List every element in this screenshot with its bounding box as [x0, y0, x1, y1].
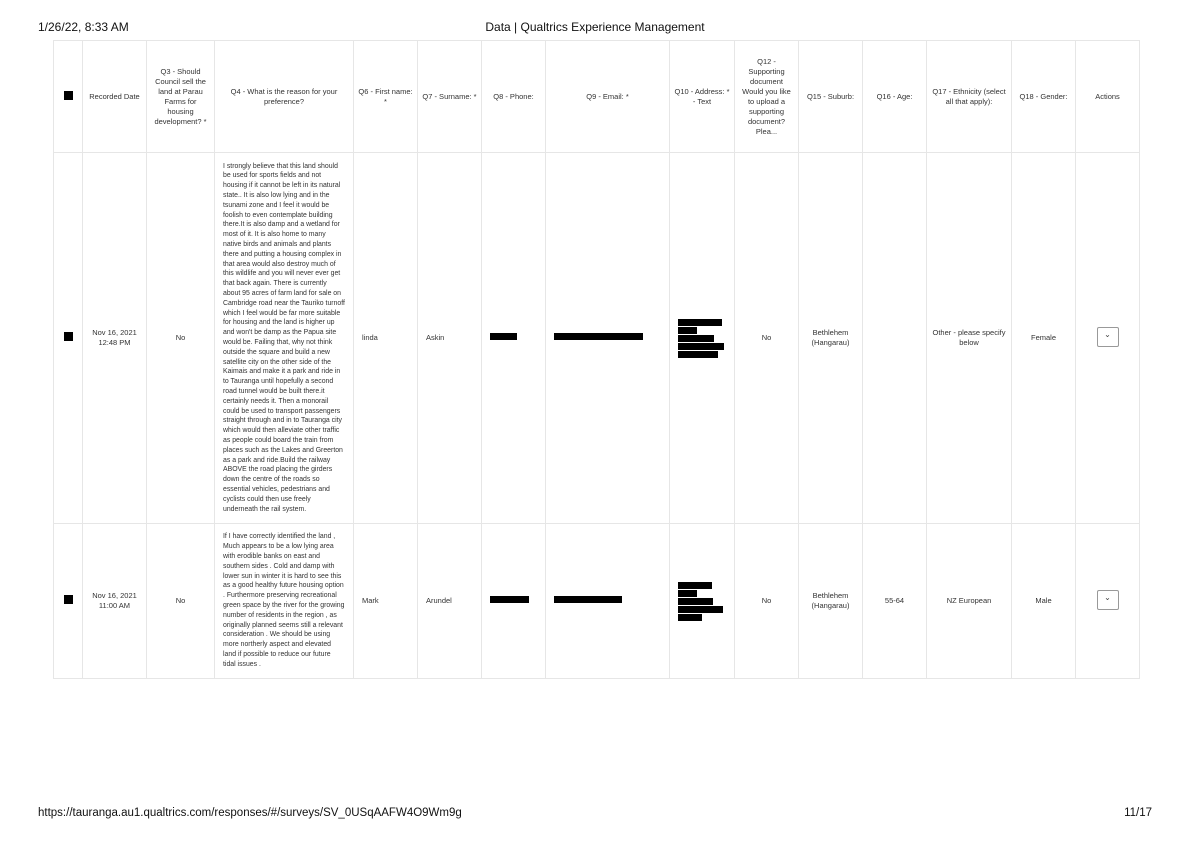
table-row[interactable]: [54, 153, 1140, 524]
redaction-block: [678, 319, 724, 358]
redaction-bar: [678, 335, 714, 342]
cell-actions: [1076, 524, 1140, 679]
redaction-bar: [490, 333, 517, 340]
cell-q10: [670, 153, 735, 524]
checkbox-filled-icon[interactable]: [64, 595, 73, 604]
cell-q8: [482, 524, 546, 679]
row-actions-button[interactable]: [1097, 590, 1119, 610]
cell-q4: If I have correctly identified the land , Much appears to be a low lying area with erodible banks on east and southern sides . Cold and damp with lower sun in winter it is hard to see this as a good healthy future housing option . Furthermore preserving recreational green space by the river for the growing number of residents in the region , as originally planned seems still a relevant consideration . We should be using more northerly aspect and elevated land if possible to reduce our future tidal issues .: [215, 524, 354, 679]
print-date: 1/26/22, 8:33 AM: [38, 20, 129, 34]
col-header-q9[interactable]: Q9 - Email: *: [546, 41, 670, 153]
redaction-bar: [678, 343, 724, 350]
redaction-bar: [554, 333, 643, 340]
responses-table: [53, 40, 1140, 679]
checkbox-filled-icon[interactable]: [64, 91, 73, 100]
cell-q18: Male: [1012, 524, 1076, 679]
redaction-bar: [678, 319, 722, 326]
print-header: [38, 20, 1152, 36]
col-header-q18[interactable]: Q18 - Gender:: [1012, 41, 1076, 153]
cell-q4: I strongly believe that this land should be used for sports fields and not housing if it cannot be left in its natural state.. It is also low lying and in the tsunami zone and I feel it would be foolish to even contemplate building there.It is also damp and a wetland for most of it. It is also home to many native birds and animals and plants there and putting a housing complex in that area would also destroy much of this wildlife and you will never ever get that back again. There is currently about 95 acres of farm land for sale on Cambridge road near the Tauriko turnoff which I feel would be far more suitable for housing and the land is higher up and won't be damp as the Papua site would be. Failing that, why not think outside the square and build a new satellite city on the other side of the Kaimais and make it a park and ride in to Tauranga until hopefully a second road tunnel would be built there.it certainly needs it. Then a monorail could be used to transport passengers straight through and in to Tauranga city which would then alleviate other traffic as people could board the train from places such as the Lakes and Greerton as a park and ride.Build the railway ABOVE the road placing the girders down the centre of the roads so essential vehicles, pedestrians and cyclists could then use freely underneath the rail system.: [215, 153, 354, 524]
redaction-bar: [554, 596, 622, 603]
cell-q15: Bethlehem (Hangarau): [799, 153, 863, 524]
redaction-bar: [678, 614, 702, 621]
cell-recorded-date: Nov 16, 2021 12:48 PM: [83, 153, 147, 524]
cell-q16: [863, 153, 927, 524]
cell-q6: Mark: [354, 524, 418, 679]
chevron-down-icon: ⌄: [1104, 329, 1111, 339]
cell-q7: Arundel: [418, 524, 482, 679]
col-header-q7[interactable]: Q7 - Surname: *: [418, 41, 482, 153]
redaction-bar: [678, 590, 697, 597]
print-footer: [38, 807, 1152, 819]
col-header-q3[interactable]: Q3 - Should Council sell the land at Parau Farms for housing development? *: [147, 41, 215, 153]
col-header-q16[interactable]: Q16 - Age:: [863, 41, 927, 153]
cell-q17: Other - please specify below: [927, 153, 1012, 524]
cell-q12: No: [735, 524, 799, 679]
redaction-block: [678, 582, 723, 621]
col-header-actions: Actions: [1076, 41, 1140, 153]
cell-q3: No: [147, 153, 215, 524]
chevron-down-icon: ⌄: [1104, 592, 1111, 602]
col-header-q17[interactable]: Q17 - Ethnicity (select all that apply):: [927, 41, 1012, 153]
checkbox-filled-icon[interactable]: [64, 332, 73, 341]
redaction-bar: [490, 596, 529, 603]
redaction-bar: [678, 327, 697, 334]
redaction-bar: [678, 351, 718, 358]
cell-q7: Askin: [418, 153, 482, 524]
cell-q12: No: [735, 153, 799, 524]
table-row[interactable]: [54, 524, 1140, 679]
cell-q15: Bethlehem (Hangarau): [799, 524, 863, 679]
col-header-recorded-date[interactable]: Recorded Date: [83, 41, 147, 153]
print-title: Data | Qualtrics Experience Management: [485, 20, 705, 34]
col-header-q12[interactable]: Q12 - Supporting document Would you like to upload a supporting document? Plea...: [735, 41, 799, 153]
cell-q9: [546, 524, 670, 679]
cell-q8: [482, 153, 546, 524]
redaction-bar: [678, 582, 712, 589]
row-select-cell[interactable]: [54, 153, 83, 524]
cell-q9: [546, 153, 670, 524]
cell-q3: No: [147, 524, 215, 679]
cell-q18: Female: [1012, 153, 1076, 524]
cell-q16: 55-64: [863, 524, 927, 679]
cell-recorded-date: Nov 16, 2021 11:00 AM: [83, 524, 147, 679]
cell-actions: [1076, 153, 1140, 524]
cell-q10: [670, 524, 735, 679]
col-header-q15[interactable]: Q15 - Suburb:: [799, 41, 863, 153]
cell-q6: linda: [354, 153, 418, 524]
page-number: 11/17: [1124, 807, 1152, 819]
col-header-q6[interactable]: Q6 - First name: *: [354, 41, 418, 153]
cell-q17: NZ European: [927, 524, 1012, 679]
header-row: [54, 41, 1140, 153]
col-header-q8[interactable]: Q8 - Phone:: [482, 41, 546, 153]
redaction-bar: [678, 598, 713, 605]
select-all-cell[interactable]: [54, 41, 83, 153]
col-header-q10[interactable]: Q10 - Address: * - Text: [670, 41, 735, 153]
print-url: https://tauranga.au1.qualtrics.com/responses/#/surveys/SV_0USqAAFW4O9Wm9g: [38, 807, 462, 819]
row-select-cell[interactable]: [54, 524, 83, 679]
col-header-q4[interactable]: Q4 - What is the reason for your preference?: [215, 41, 354, 153]
row-actions-button[interactable]: [1097, 327, 1119, 347]
redaction-bar: [678, 606, 723, 613]
